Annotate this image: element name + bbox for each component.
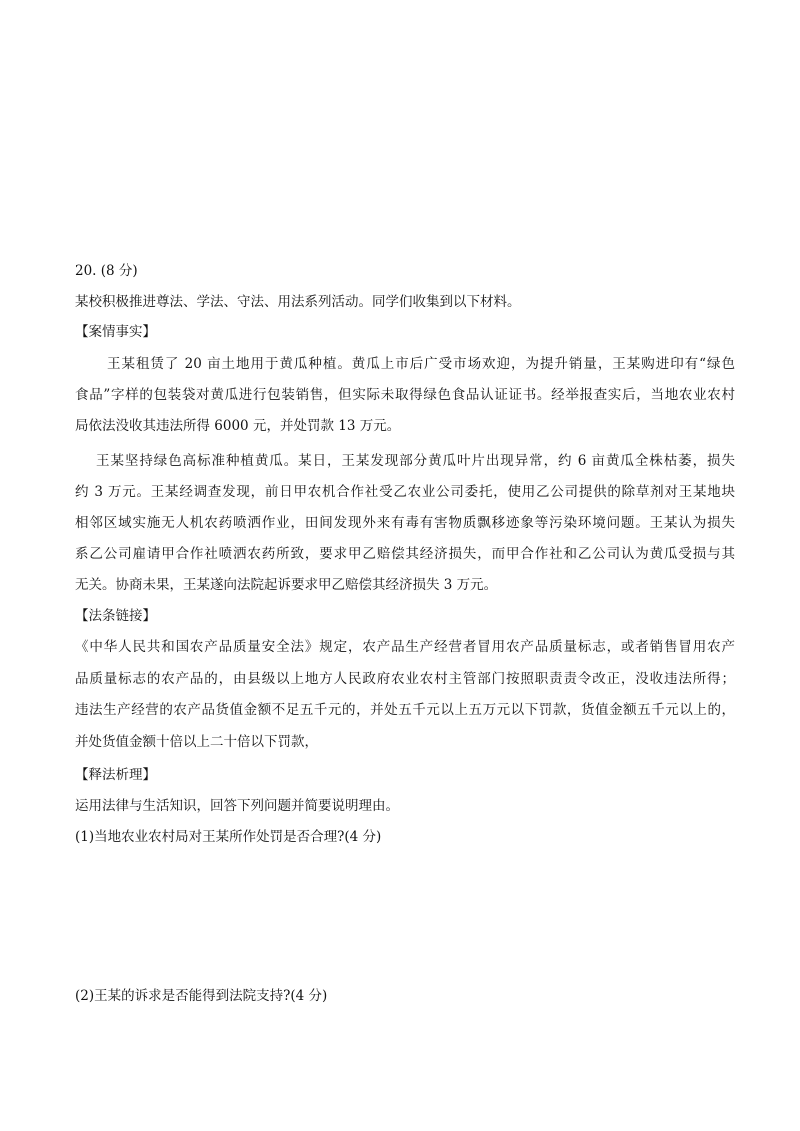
case-paragraph-2-line: 约 3 万元。王某经调查发现，前日甲农机合作社受乙农业公司委托，使用乙公司提供的除草剂对王某地块 [75,484,735,500]
case-paragraph-1-line: 食品”字样的包装袋对黄瓜进行包装销售，但实际未取得绿色食品认证证书。经举报查实后，当地农业农村 [75,387,735,403]
case-paragraph-2-line: 王某坚持绿色高标准种植黄瓜。某日，王某发现部分黄瓜叶片出现异常，约 6 亩黄瓜全株枯萎，损失 [96,453,735,469]
case-paragraph-1-line: 局依法没收其违法所得 6000 元，并处罚款 13 万元。 [75,418,401,434]
law-text-line: 违法生产经营的农产品货值金额不足五千元的，并处五千元以上五万元以下罚款，货值金额五千元以上的， [75,702,735,718]
case-paragraph-2-line: 系乙公司雇请甲合作社喷洒农药所致，要求甲乙赔偿其经济损失，而甲合作社和乙公司认为黄瓜受损与其 [75,546,735,562]
case-paragraph-2-line: 无关。协商未果，王某遂向法院起诉要求甲乙赔偿其经济损失 3 万元。 [75,577,498,593]
sub-question-2: (2)王某的诉求是否能得到法院支持?(4 分) [75,988,328,1004]
law-text-line: 并处货值金额十倍以上二十倍以下罚款， [75,734,318,750]
case-paragraph-2-line: 相邻区域实施无人机农药喷洒作业，田间发现外来有毒有害物质飘移迹象等污染环境问题。王某认为损失 [75,515,735,531]
law-text-line: 《中华人民共和国农产品质量安全法》规定，农产品生产经营者冒用农产品质量标志，或者销售冒用农产 [75,639,735,655]
law-text-line: 品质量标志的农产品的，由县级以上地方人民政府农业农村主管部门按照职责责令改正，没收违法所得； [75,671,735,687]
question-intro: 某校积极推进尊法、学法、守法、用法系列活动。同学们收集到以下材料。 [75,294,521,310]
section-heading-case: 【案情事实】 [75,324,156,340]
question-number: 20. (8 分) [75,263,138,279]
sub-question-1: (1)当地农业农村局对王某所作处罚是否合理?(4 分) [75,829,382,845]
case-paragraph-1-line: 王某租赁了 20 亩土地用于黄瓜种植。黄瓜上市后广受市场欢迎，为提升销量，王某购进印有“绿色 [107,356,735,372]
analysis-intro: 运用法律与生活知识，回答下列问题并简要说明理由。 [75,798,399,814]
section-heading-analysis: 【释法析理】 [75,767,156,783]
section-heading-law: 【法条链接】 [75,608,156,624]
